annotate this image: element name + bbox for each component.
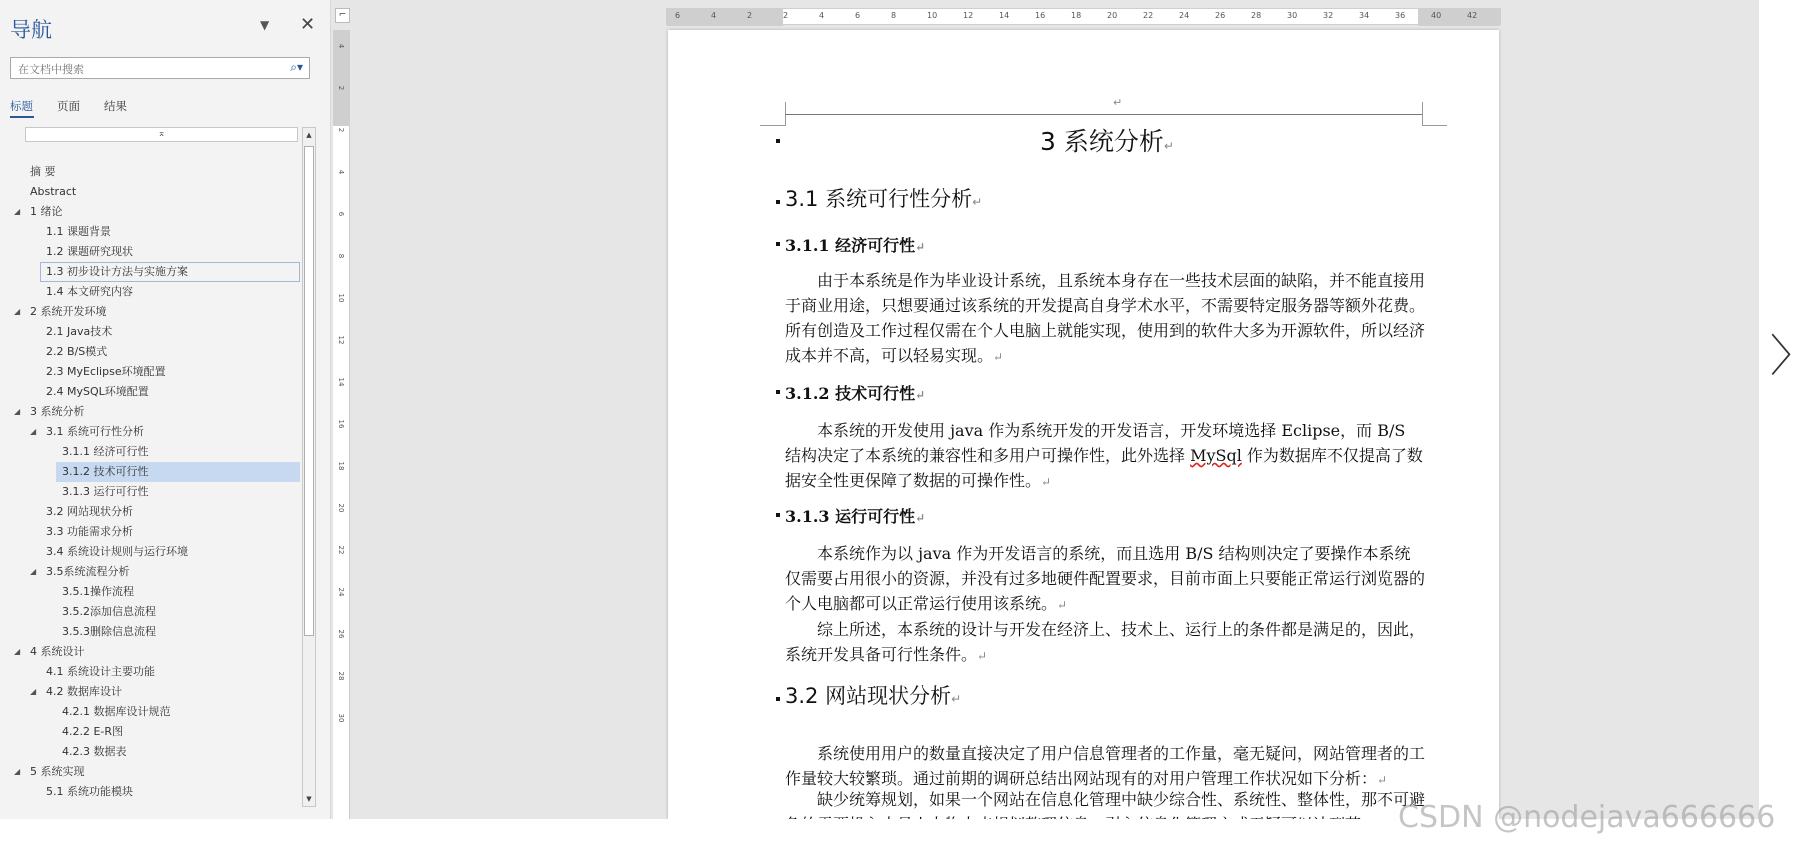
nav-scrollbar[interactable] xyxy=(302,127,316,807)
tree-item[interactable] xyxy=(0,602,300,622)
expand-caret-icon[interactable]: ◢ xyxy=(30,687,37,696)
expand-caret-icon[interactable]: ◢ xyxy=(14,767,21,776)
close-icon[interactable]: ✕ xyxy=(300,14,316,35)
ruler-tick-label: 20 xyxy=(1107,11,1118,20)
tree-item-label: 3.3 功能需求分析 xyxy=(46,525,133,538)
tree-item-label: 摘 要 xyxy=(30,165,56,178)
tree-item[interactable] xyxy=(0,362,300,382)
nav-options-icon[interactable]: ▼ xyxy=(260,18,270,32)
tree-item[interactable] xyxy=(0,542,300,562)
expand-caret-icon[interactable]: ◢ xyxy=(14,647,21,656)
ruler-tick-label: 4 xyxy=(337,169,345,175)
paragraph-mark: ↵ xyxy=(915,388,926,402)
header-margin-right xyxy=(1422,125,1447,126)
tree-item-label: 2.4 MySQL环境配置 xyxy=(46,385,149,398)
tree-item-label: 3.1.1 经济可行性 xyxy=(62,445,149,458)
ruler-tick-label: 42 xyxy=(1467,11,1478,20)
paragraph-text: 系统使用用户的数量直接决定了用户信息管理者的工作量，毫无疑问，网站管理者的工作量较大较繁琐。通过前期的调研总结出网站现有的对用户管理工作状况如下分析： xyxy=(785,744,1426,788)
section-heading-3-1-2[interactable] xyxy=(785,381,925,404)
ruler-tick-label: 18 xyxy=(337,461,345,471)
ruler-tick-label: 6 xyxy=(855,11,861,20)
tree-item[interactable] xyxy=(0,702,300,722)
heading-text: 3.1.3 运行可行性 xyxy=(785,507,916,526)
paragraph-mark: ↵ xyxy=(972,195,983,209)
collapse-all-button[interactable]: ⌅ xyxy=(25,127,298,142)
ruler-tick-label: 8 xyxy=(891,11,897,20)
paragraph-mark: ↵ xyxy=(993,350,1004,364)
heading-text: 3.1.1 经济可行性 xyxy=(785,236,916,255)
ruler-tick-label: 14 xyxy=(337,377,345,387)
tree-item-label: 3.2 网站现状分析 xyxy=(46,505,133,518)
scroll-thumb[interactable] xyxy=(304,146,314,636)
search-icon[interactable]: ⌕▾ xyxy=(290,60,303,74)
scroll-down-icon[interactable]: ▼ xyxy=(306,795,312,803)
ruler-tick-label: 6 xyxy=(675,11,681,20)
heading-text: 3.1.2 技术可行性 xyxy=(785,384,916,403)
paragraph-mark: ↵ xyxy=(915,511,926,525)
tree-item[interactable] xyxy=(0,282,300,302)
tree-item[interactable] xyxy=(0,502,300,522)
search-input[interactable] xyxy=(16,60,280,80)
tree-item[interactable] xyxy=(0,422,300,442)
tree-item-label: 3.4 系统设计规则与运行环境 xyxy=(46,545,188,558)
ruler-tick-label: 26 xyxy=(1215,11,1226,20)
ruler-tick-label: 4 xyxy=(337,43,345,49)
heading-text: 3.2 网站现状分析 xyxy=(785,684,952,708)
paragraph-economic[interactable] xyxy=(785,268,1425,370)
expand-caret-icon[interactable]: ◢ xyxy=(30,567,37,576)
tab-pages[interactable]: 页面 xyxy=(57,99,80,113)
ruler-tick-label: 2 xyxy=(337,127,345,133)
ruler-tick-label: 28 xyxy=(1251,11,1262,20)
ruler-tick-label: 34 xyxy=(1359,11,1370,20)
ruler-tick-label: 24 xyxy=(1179,11,1190,20)
section-heading-3-1[interactable] xyxy=(785,183,982,213)
ruler-tick-label: 22 xyxy=(337,545,345,555)
tab-results[interactable]: 结果 xyxy=(104,99,127,113)
tree-item-label: 1.4 本文研究内容 xyxy=(46,285,133,298)
tree-item-label: 4.1 系统设计主要功能 xyxy=(46,665,155,678)
tree-item[interactable] xyxy=(0,522,300,542)
header-rule xyxy=(785,114,1422,115)
tree-item-label: 4.2 数据库设计 xyxy=(46,685,122,698)
tree-item-label: 3.5.1操作流程 xyxy=(62,585,134,598)
paragraph-text: 作为数据库不仅提高了数据安全性更保障了数据的可操作性。 xyxy=(785,446,1423,490)
tree-item-label: 3.1.3 运行可行性 xyxy=(62,485,149,498)
expand-caret-icon[interactable]: ◢ xyxy=(14,407,21,416)
section-heading-3-1-1[interactable] xyxy=(785,233,925,256)
heading-text: 3.1 系统可行性分析 xyxy=(785,187,973,211)
chevron-right-icon[interactable]: 〉 xyxy=(1770,331,1814,382)
tree-item-label: 5.1 系统功能模块 xyxy=(46,785,133,798)
tree-item[interactable] xyxy=(0,382,300,402)
paragraph-text: 本系统的开发使用 java 作为系统开发的开发语言，开发环境选择 Eclipse，而 B/S 结构决定了本系统的兼容性和多用户可操作性，此外选择 xyxy=(785,421,1406,465)
paragraph-planning[interactable]: 缺少统筹规划，如果一个网站在信息化管理中缺少综合性、系统性、整体性，那不可避 xyxy=(817,790,1426,809)
tree-item[interactable] xyxy=(0,222,300,242)
tree-item-label: 1.2 课题研究现状 xyxy=(46,245,133,258)
horizontal-ruler[interactable] xyxy=(666,8,1501,25)
paragraph-mark: ↵ xyxy=(1163,139,1174,153)
spellcheck-word[interactable]: MySql xyxy=(1190,446,1242,465)
tree-item[interactable] xyxy=(0,202,300,222)
tree-item[interactable] xyxy=(0,562,300,582)
tree-item-label: 3.1.2 技术可行性 xyxy=(62,465,149,478)
heading-bullet xyxy=(776,139,780,143)
tree-item-label: 4 系统设计 xyxy=(30,645,85,658)
ruler-tick-label: 40 xyxy=(1431,11,1442,20)
ruler-tick-label: 20 xyxy=(337,503,345,513)
tab-underline xyxy=(10,116,34,118)
nav-title: 导航 xyxy=(10,18,52,42)
header-margin-left xyxy=(760,125,785,126)
header-corner-right xyxy=(1422,102,1423,126)
tree-item-label: 3.5系统流程分析 xyxy=(46,565,130,578)
ruler-tick-label: 6 xyxy=(337,211,345,217)
ruler-tick-label: 16 xyxy=(337,419,345,429)
ruler-tick-label: 8 xyxy=(337,253,345,259)
tree-item[interactable] xyxy=(0,402,300,422)
tree-item-label: 2 系统开发环境 xyxy=(30,305,107,318)
ruler-tick-label: 22 xyxy=(1143,11,1154,20)
tree-item-label: 3 系统分析 xyxy=(30,405,85,418)
tree-item-label: 4.2.2 E-R图 xyxy=(62,725,124,738)
ruler-tick-label: 2 xyxy=(747,11,753,20)
tree-item-label: 1 绪论 xyxy=(30,205,63,218)
tree-item[interactable] xyxy=(0,162,300,182)
tree-item[interactable] xyxy=(0,582,300,602)
heading-bullet xyxy=(776,513,780,517)
heading-bullet xyxy=(776,242,780,246)
heading-bullet xyxy=(776,697,780,701)
tree-item-label: 1.1 课题背景 xyxy=(46,225,111,238)
tree-item[interactable] xyxy=(0,642,300,662)
tab-stop-selector[interactable]: ⌐ xyxy=(335,8,350,23)
search-box[interactable] xyxy=(10,57,310,79)
tree-item[interactable] xyxy=(0,742,300,762)
ruler-tick-label: 26 xyxy=(337,629,345,639)
ruler-tick-label: 12 xyxy=(337,335,345,345)
tab-headings[interactable]: 标题 xyxy=(10,99,33,113)
vertical-ruler[interactable] xyxy=(333,30,350,819)
tree-item[interactable] xyxy=(40,262,300,282)
tree-item[interactable] xyxy=(0,722,300,742)
paragraph-mark: ↵ xyxy=(1057,598,1068,612)
tree-item-label: 4.2.1 数据库设计规范 xyxy=(62,705,171,718)
paragraph-mark: ↵ xyxy=(977,649,988,663)
ruler-tick-label: 12 xyxy=(963,11,974,20)
tree-item-label: 2.1 Java技术 xyxy=(46,325,113,338)
ruler-tick-label: 10 xyxy=(927,11,938,20)
expand-caret-icon[interactable]: ◢ xyxy=(14,307,21,316)
paragraph-mark: ↵ xyxy=(1041,475,1052,489)
tree-item[interactable] xyxy=(0,242,300,262)
paragraph-text: 由于本系统是作为毕业设计系统，且系统本身存在一些技术层面的缺陷，并不能直接用于商业用途，只想要通过该系统的开发提高自身学术水平，不需要特定服务器等额外花费。所有创造及工作过程仅需在个人电脑上就能实现，使用到的软件大多为开源软件，所以经济成本并不高，可以轻易实现。 xyxy=(785,271,1426,365)
paragraph-text: 本系统作为以 java 作为开发语言的系统，而且选用 B/S 结构则决定了要操作本系统仅需要占用很小的资源，并没有过多地硬件配置要求，目前市面上只要能正常运行浏览器的个人电脑都可以正常运行使用该系统。 xyxy=(785,544,1426,613)
header-paragraph-mark: ↵ xyxy=(1113,96,1123,109)
ruler-tick-label: 18 xyxy=(1071,11,1082,20)
paragraph-status[interactable] xyxy=(785,741,1425,793)
document-page[interactable] xyxy=(668,30,1499,819)
tree-item-label: 2.3 MyEclipse环境配置 xyxy=(46,365,166,378)
heading-bullet xyxy=(776,200,780,204)
tree-item[interactable] xyxy=(0,682,300,702)
scroll-up-icon[interactable]: ▲ xyxy=(306,131,312,139)
expand-caret-icon[interactable]: ◢ xyxy=(30,427,37,436)
tree-item[interactable] xyxy=(0,442,300,462)
paragraph-mark: ↵ xyxy=(951,692,962,706)
ruler-tick-label: 28 xyxy=(337,671,345,681)
ruler-tick-label: 4 xyxy=(819,11,825,20)
tree-item[interactable] xyxy=(0,622,300,642)
tree-item[interactable] xyxy=(0,322,300,342)
paragraph-summary[interactable] xyxy=(785,617,1425,669)
chapter-heading-text: 3 系统分析 xyxy=(1040,127,1164,156)
tree-item-label: 3.5.3删除信息流程 xyxy=(62,625,156,638)
tree-item[interactable] xyxy=(0,482,300,502)
ruler-tick-label: 30 xyxy=(1287,11,1298,20)
ruler-tick-label: 2 xyxy=(337,85,345,91)
tree-item-label: 3.1 系统可行性分析 xyxy=(46,425,144,438)
ruler-tick-label: 36 xyxy=(1395,11,1406,20)
tree-item-label: 4.2.3 数据表 xyxy=(62,745,127,758)
paragraph-technical[interactable] xyxy=(785,418,1425,495)
tree-item[interactable] xyxy=(0,662,300,682)
ruler-tick-label: 4 xyxy=(711,11,717,20)
watermark: CSDN @nodejava666666 xyxy=(1398,800,1776,835)
navigation-pane xyxy=(0,0,331,819)
paragraph-mark: ↵ xyxy=(915,240,926,254)
tree-item-label: 3.5.2添加信息流程 xyxy=(62,605,156,618)
section-heading-3-1-3[interactable] xyxy=(785,504,925,527)
heading-bullet xyxy=(776,390,780,394)
expand-caret-icon[interactable]: ◢ xyxy=(14,207,21,216)
ruler-tick-label: 14 xyxy=(999,11,1010,20)
paragraph-operational[interactable] xyxy=(785,541,1425,618)
ruler-tick-label: 2 xyxy=(783,11,789,20)
tree-item[interactable] xyxy=(0,782,300,802)
paragraph-text: 综上所述，本系统的设计与开发在经济上、技术上、运行上的条件都是满足的，因此，系统开发具备可行性条件。 xyxy=(785,620,1426,664)
tree-item-label: 2.2 B/S模式 xyxy=(46,345,108,358)
ruler-tick-label: 24 xyxy=(337,587,345,597)
tree-item-label: 1.3 初步设计方法与实施方案 xyxy=(46,265,188,278)
section-heading-3-2[interactable] xyxy=(785,680,961,710)
ruler-tick-label: 32 xyxy=(1323,11,1334,20)
tree-item[interactable] xyxy=(56,462,300,482)
tree-item[interactable] xyxy=(0,762,300,782)
ruler-tick-label: 16 xyxy=(1035,11,1046,20)
tree-item[interactable] xyxy=(0,302,300,322)
ruler-tick-label: 30 xyxy=(337,713,345,723)
tree-item[interactable] xyxy=(0,182,300,202)
chapter-heading[interactable] xyxy=(1040,122,1174,158)
ruler-tick-label: 10 xyxy=(337,293,345,303)
tree-item-label: 5 系统实现 xyxy=(30,765,85,778)
paragraph-mark: ↵ xyxy=(1377,773,1388,787)
tree-item[interactable] xyxy=(0,342,300,362)
tree-item-label: Abstract xyxy=(30,185,77,198)
